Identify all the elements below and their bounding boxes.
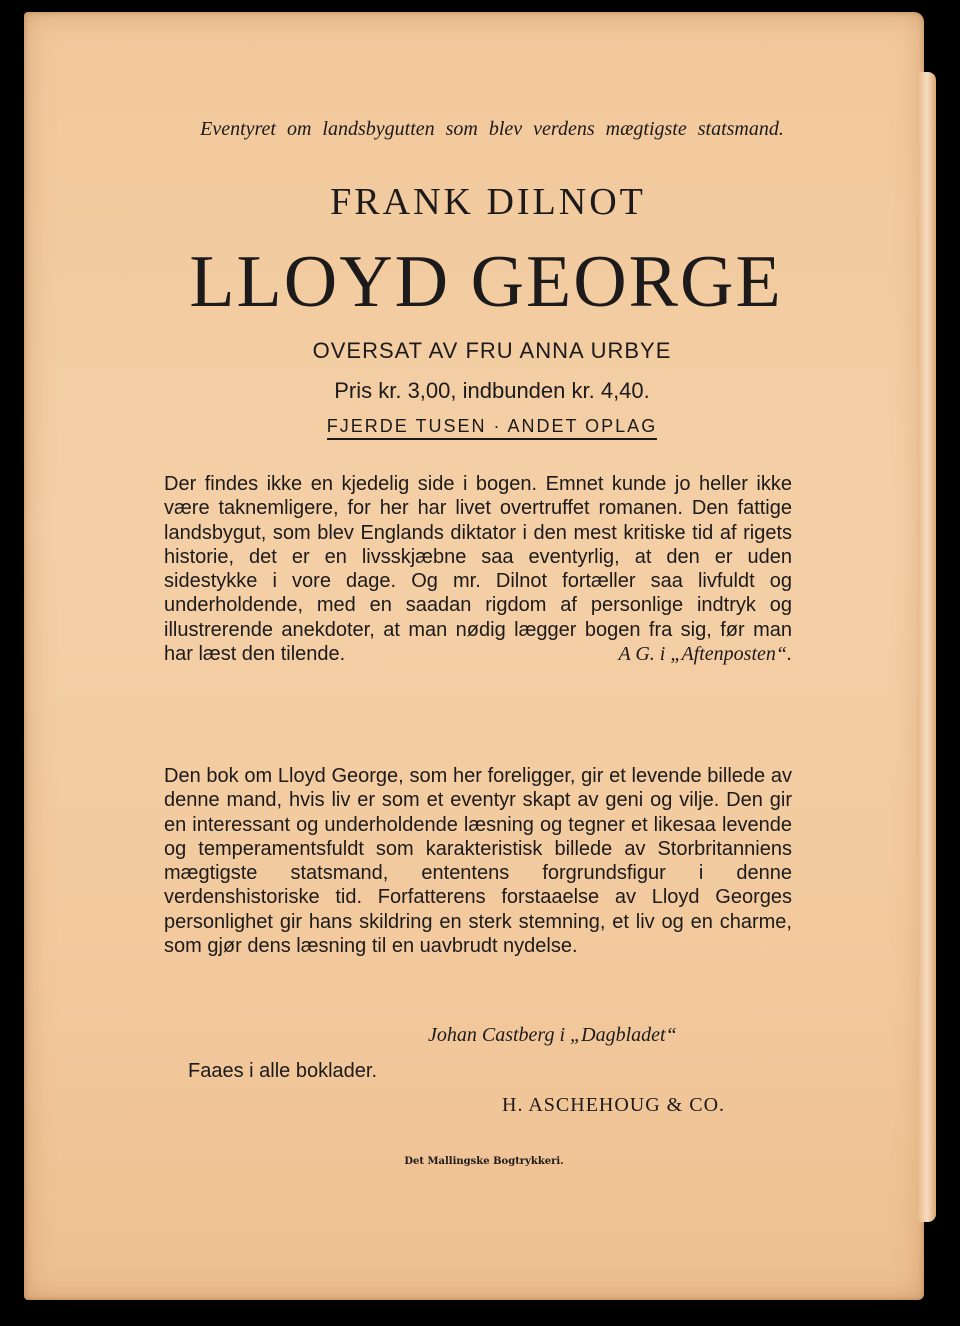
review-aftenposten-citation: A G. i „Aftenposten“. xyxy=(618,643,792,666)
book-title: LLOYD GEORGE xyxy=(189,241,783,323)
price-line: Pris kr. 3,00, indbunden kr. 4,40. xyxy=(334,378,650,403)
edition-line xyxy=(42,416,942,440)
printer-imprint: Det Mallingske Bogtrykkeri. xyxy=(404,1156,564,1167)
publisher-name: H. ASCHEHOUG & CO. xyxy=(502,1094,726,1116)
book-back-cover xyxy=(24,12,924,1300)
review-aftenposten-text: Der findes ikke en kjedelig side i bogen. Emnet kunde jo heller ikke være taknemligere, for her har livet overtruffet romanen. Den fattige landsbygut, som blev Englands diktator i den mest kritiske tid af rigets historie, det er en livsskjæbne saa eventyrlig, at den er uden sidestykke i vore dage. Og mr. Dilnot fortæller saa livfuldt og underholdende, med en saadan rigdom af personlige indtryk og illustrerende anekdoter, at man nødig lægger bogen fra sig, før man har læst den tilende. xyxy=(164,473,792,666)
author-name: FRANK DILNOT xyxy=(330,181,646,223)
review-aftenposten xyxy=(164,472,792,666)
availability-note: Faaes i alle boklader. xyxy=(188,1060,378,1082)
edition-label: FJERDE TUSEN · ANDET OPLAG xyxy=(327,416,657,440)
review-dagbladet-text: Den bok om Lloyd George, som her foreligger, gir et levende billede av denne mand, hvis liv er som et eventyr skapt av geni og vilje. Den gir en interessant og underholdende læsning og tegner et likesaa levende og temperamentsfuldt som karakteristisk billede av Storbritanniens mægtigste statsmand, ententens forgrundsfigur i denne verdenshistoriske tid. Forfatterens forstaaelse av Lloyd Georges personlighet gir hans skildring en sterk stemning, et liv og en charme, som gjør dens læsning til en uavbrudt nydelse. xyxy=(164,765,792,958)
translator-line: OVERSAT AV FRU ANNA URBYE xyxy=(312,338,672,363)
review-dagbladet xyxy=(164,764,792,958)
tagline: Eventyret om landsbygutten som blev verdens mægtigste statsmand. xyxy=(200,118,784,140)
cover-text-area xyxy=(24,12,924,1300)
review-dagbladet-citation: Johan Castberg i „Dagbladet“ xyxy=(428,1024,677,1046)
